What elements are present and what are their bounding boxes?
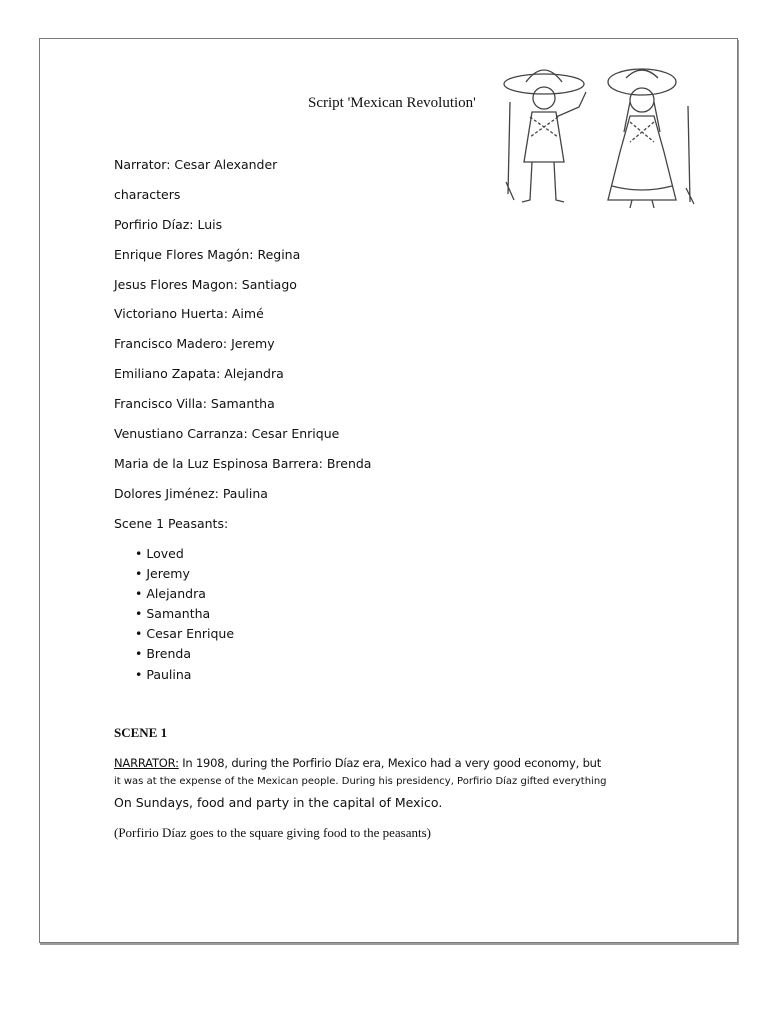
peasants-list xyxy=(135,545,234,686)
bullet-icon: • xyxy=(135,546,143,561)
document-title: Script 'Mexican Revolution' xyxy=(308,95,476,111)
cast-line: Emiliano Zapata: Alejandra xyxy=(114,366,284,382)
bullet-icon: • xyxy=(135,646,143,662)
cast-line: Narrator: Cesar Alexander xyxy=(114,157,278,172)
cast-line: characters xyxy=(114,186,181,202)
list-item-label: Paulina xyxy=(146,666,192,682)
cast-line: Scene 1 Peasants: xyxy=(114,515,229,531)
cast-line: Porfirio Díaz: Luis xyxy=(114,216,223,232)
list-item xyxy=(135,645,234,665)
list-item-label: Brenda xyxy=(146,646,192,662)
bullet-icon: • xyxy=(135,666,143,682)
list-item xyxy=(135,666,234,686)
cast-line: Maria de la Luz Espinosa Barrera: Brenda xyxy=(114,455,372,471)
cast-line: Dolores Jiménez: Paulina xyxy=(114,485,268,501)
cast-line: Victoriano Huerta: Aimé xyxy=(114,306,264,322)
cast-line: Francisco Villa: Samantha xyxy=(114,396,275,412)
scene-heading: SCENE 1 xyxy=(114,725,168,740)
list-item-label: Loved xyxy=(146,546,184,561)
list-item-label: Samantha xyxy=(146,606,211,622)
cast-line: Enrique Flores Magón: Regina xyxy=(114,246,301,262)
bullet-icon: • xyxy=(135,626,143,642)
list-item xyxy=(135,625,234,645)
bullet-icon: • xyxy=(135,586,143,602)
bullet-icon: • xyxy=(135,606,143,622)
list-item-label: Alejandra xyxy=(146,586,206,602)
cast-line: Venustiano Carranza: Cesar Enrique xyxy=(114,426,340,442)
narration-line-3: On Sundays, food and party in the capital of Mexico. xyxy=(114,795,443,810)
narration-line-2: it was at the expense of the Mexican people. During his presidency, Porfirio Díaz gifted everything xyxy=(114,776,607,787)
list-item xyxy=(135,545,234,565)
cast-line: Jesus Flores Magon: Santiago xyxy=(114,276,297,292)
cast-line: Francisco Madero: Jeremy xyxy=(114,336,275,352)
stage-direction: (Porfirio Díaz goes to the square giving food to the peasants) xyxy=(114,825,431,840)
revolutionaries-illustration xyxy=(494,62,706,214)
narration-line-1 xyxy=(114,756,601,770)
bullet-icon: • xyxy=(135,566,143,582)
narration-text: In 1908, during the Porfirio Díaz era, Mexico had a very good economy, but xyxy=(178,756,602,770)
list-item-label: Jeremy xyxy=(146,566,190,582)
cast-list xyxy=(114,155,371,544)
narrator-label: NARRATOR: xyxy=(114,756,179,770)
list-item xyxy=(135,585,234,605)
list-item xyxy=(135,605,234,625)
list-item xyxy=(135,565,234,585)
list-item-label: Cesar Enrique xyxy=(146,626,235,642)
